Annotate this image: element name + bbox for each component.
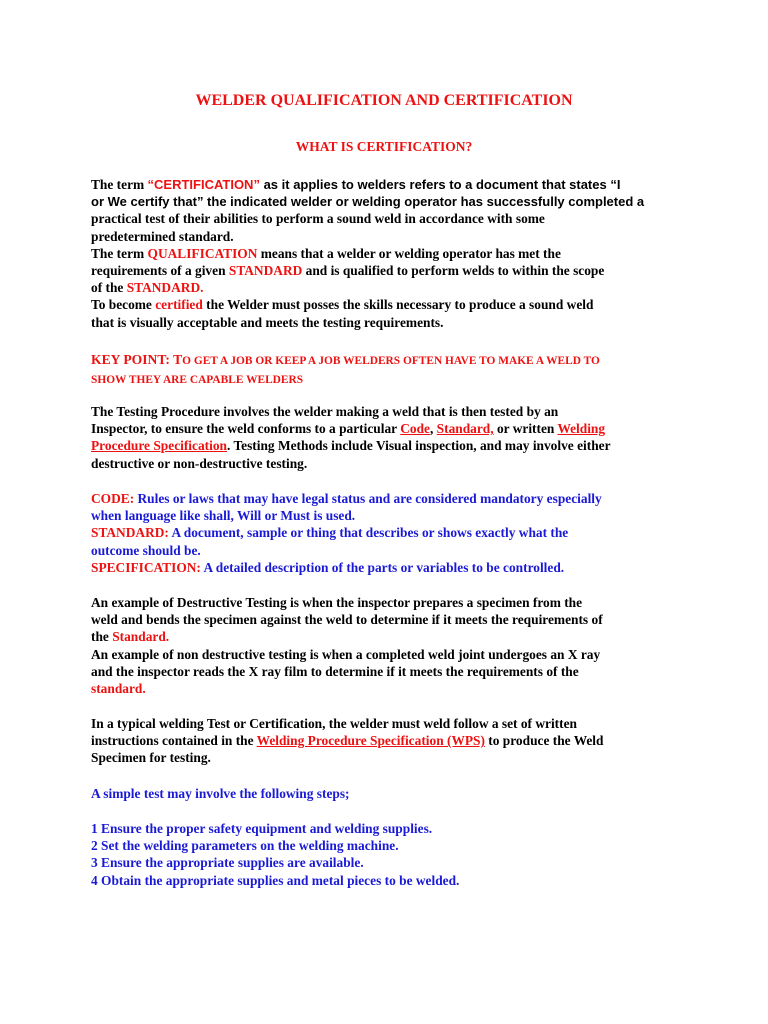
- p1-line-6: requirements of a given STANDARD and is qualified to perform welds to within the scope: [91, 263, 605, 279]
- p1-line-2: or We certify that” the indicated welder or welding operator has successfully completed a: [91, 194, 645, 210]
- p2-line-1: The Testing Procedure involves the welder making a weld that is then tested by an: [91, 404, 559, 419]
- specification-definition: SPECIFICATION: A detailed description of the parts or variables to be controlled.: [91, 559, 565, 575]
- p3-line-1: An example of Destructive Testing is when the inspector prepares a specimen from the: [91, 595, 583, 610]
- procedure-specification-link[interactable]: Procedure Specification: [91, 438, 227, 454]
- standard-label: STANDARD:: [91, 525, 169, 541]
- p4-line-3: Specimen for testing.: [91, 750, 211, 766]
- p3-line-2: weld and bends the specimen against the weld to determine if it meets the requirements of: [91, 612, 603, 628]
- steps-list: [91, 820, 691, 889]
- certification-term: “CERTIFICATION”: [147, 177, 260, 192]
- p1-line-7: of the STANDARD.: [91, 280, 204, 296]
- qualification-term: QUALIFICATION: [147, 245, 258, 261]
- testing-examples-paragraph: [91, 594, 691, 697]
- p4-line-2: instructions contained in the Welding Procedure Specification (WPS) to produce the Weld: [91, 733, 604, 749]
- testing-procedure-paragraph: [91, 403, 691, 472]
- p1-line-8: To become certified the Welder must posses the skills necessary to produce a sound weld: [91, 297, 594, 313]
- key-point-label: KEY POINT: T: [91, 352, 183, 367]
- standard-definition-line-2: outcome should be.: [91, 542, 201, 558]
- p3-line-4: An example of non destructive testing is when a completed weld joint undergoes an X ray: [91, 646, 601, 662]
- p3-line-5: and the inspector reads the X ray film to determine if it meets the requirements of the: [91, 663, 579, 679]
- step-item: 1 Ensure the proper safety equipment and welding supplies.: [91, 821, 433, 836]
- step-item: 3 Ensure the appropriate supplies are available.: [91, 855, 364, 871]
- code-link[interactable]: Code: [400, 421, 430, 437]
- p4-line-1: In a typical welding Test or Certification, the welder must weld follow a set of written: [91, 716, 577, 731]
- certified-term: certified: [155, 297, 203, 313]
- code-label: CODE:: [91, 491, 135, 506]
- standard-definition-line-1: STANDARD: A document, sample or thing that describes or shows exactly what the: [91, 525, 569, 541]
- key-point-line-1: KEY POINT: TO GET A JOB OR KEEP A JOB WELDERS OFTEN HAVE TO MAKE A WELD TO: [91, 352, 600, 367]
- code-definition-line-1: CODE: Rules or laws that may have legal status and are considered mandatory especially: [91, 491, 602, 506]
- wps-paragraph: [91, 715, 691, 767]
- standard-term-3: Standard.: [112, 629, 170, 645]
- page-title: WELDER QUALIFICATION AND CERTIFICATION: [195, 92, 573, 109]
- steps-intro: A simple test may involve the following steps;: [91, 786, 350, 801]
- code-definition-line-2: when language like shall, Will or Must is used.: [91, 508, 356, 524]
- specification-label: SPECIFICATION:: [91, 559, 201, 575]
- key-point: [91, 351, 691, 389]
- standard-link[interactable]: Standard,: [436, 421, 494, 437]
- section-subtitle: WHAT IS CERTIFICATION?: [295, 139, 473, 154]
- p3-line-6: standard.: [91, 681, 146, 697]
- p2-line-2: Inspector, to ensure the weld conforms to a particular Code, Standard, or written Welding: [91, 421, 606, 437]
- wps-link[interactable]: Welding Procedure Specification (WPS): [256, 733, 485, 749]
- step-item: 4 Obtain the appropriate supplies and metal pieces to be welded.: [91, 872, 460, 888]
- key-point-line-2: SHOW THEY ARE CAPABLE WELDERS: [91, 373, 304, 386]
- standard-term: STANDARD: [228, 263, 303, 279]
- p1-line-3: practical test of their abilities to perform a sound weld in accordance with some: [91, 211, 545, 227]
- p1-line-5: The term QUALIFICATION means that a welder or welding operator has met the: [91, 245, 561, 261]
- definitions: [91, 490, 691, 576]
- p2-line-4: destructive or non-destructive testing.: [91, 455, 308, 471]
- p3-line-3: the Standard.: [91, 629, 170, 645]
- p2-line-3: Procedure Specification. Testing Methods include Visual inspection, and may involve either: [91, 438, 611, 454]
- certification-paragraph: [91, 176, 691, 331]
- p1-line-4: predetermined standard.: [91, 228, 234, 244]
- step-item: 2 Set the welding parameters on the welding machine.: [91, 838, 399, 854]
- p1-line-1: The term “CERTIFICATION” as it applies to welders refers to a document that states “I: [91, 177, 621, 192]
- welding-link[interactable]: Welding: [557, 421, 606, 437]
- p1-line-9: that is visually acceptable and meets the testing requirements.: [91, 314, 444, 330]
- standard-term-2: STANDARD.: [126, 280, 204, 296]
